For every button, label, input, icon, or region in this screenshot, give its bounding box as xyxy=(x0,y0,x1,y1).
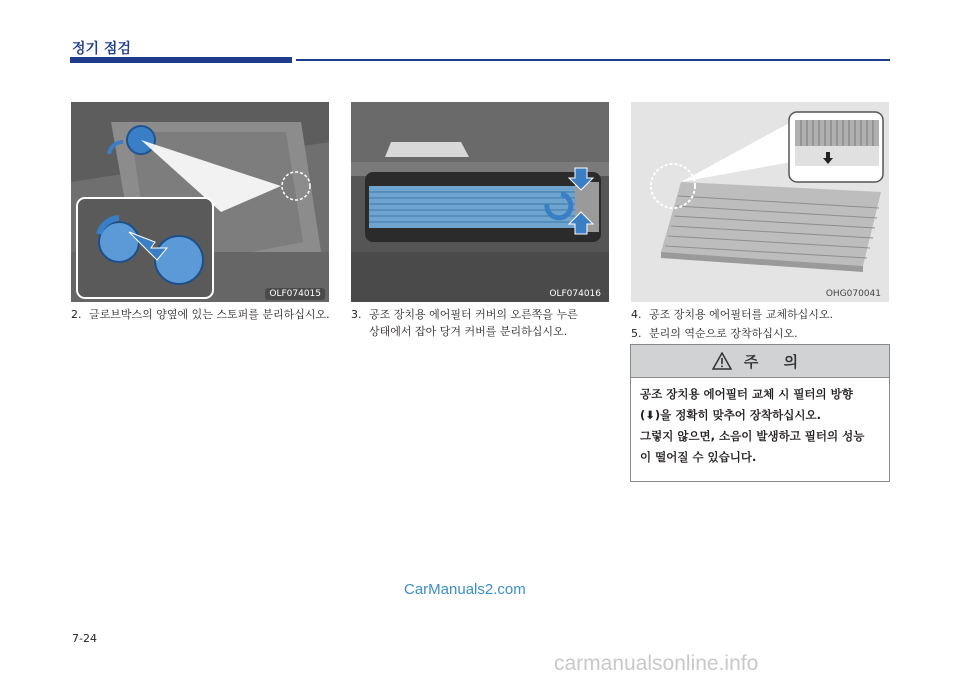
step-text: 공조 장치용 에어필터 커버의 오른쪽을 누른 xyxy=(369,308,578,321)
step-text: 공조 장치용 에어필터를 교체하십시오. xyxy=(649,308,834,321)
figure-code: OLF074015 xyxy=(265,288,325,300)
caution-header xyxy=(631,345,889,378)
figure-glovebox-stopper xyxy=(71,102,329,302)
section-title: 정기 점검 xyxy=(72,41,131,57)
caution-line: 그렇지 않으면, 소음이 발생하고 필터의 성능 xyxy=(640,429,865,443)
caution-body xyxy=(631,378,889,468)
caution-line: 공조 장치용 에어필터 교체 시 필터의 방향 xyxy=(640,387,853,401)
caution-title: 주 의 xyxy=(743,352,809,371)
step-text-continued: 상태에서 잡아 당겨 커버를 분리하십시오. xyxy=(369,325,568,338)
page-number: 7-24 xyxy=(72,632,97,645)
figure-code: OLF074016 xyxy=(545,288,605,300)
step-number: 5. xyxy=(631,327,642,340)
step-4 xyxy=(631,306,893,323)
figure-code: OHG070041 xyxy=(825,289,881,299)
step-text: 글로브박스의 양옆에 있는 스토퍼를 분리하십시오. xyxy=(89,308,330,321)
figure-filter-replace xyxy=(631,102,889,302)
caution-line: 이 떨어질 수 있습니다. xyxy=(640,450,757,464)
step-3 xyxy=(351,306,613,340)
step-number: 3. xyxy=(351,308,362,321)
warning-triangle-icon xyxy=(712,352,732,370)
header-rule-thick xyxy=(70,57,292,63)
watermark-link[interactable]: CarManuals2.com xyxy=(404,581,526,598)
step-number: 4. xyxy=(631,308,642,321)
step-number: 2. xyxy=(71,308,82,321)
caution-box xyxy=(630,344,890,482)
step-text: 분리의 역순으로 장착하십시오. xyxy=(649,327,798,340)
figure-filter-cover xyxy=(351,102,609,302)
caution-line: (⬇)을 정확히 맞추어 장착하십시오. xyxy=(640,408,821,422)
step-2 xyxy=(71,306,333,323)
step-5 xyxy=(631,325,893,342)
footer-watermark: carmanualsonline.info xyxy=(554,652,759,675)
header-rule-thin xyxy=(296,59,890,61)
